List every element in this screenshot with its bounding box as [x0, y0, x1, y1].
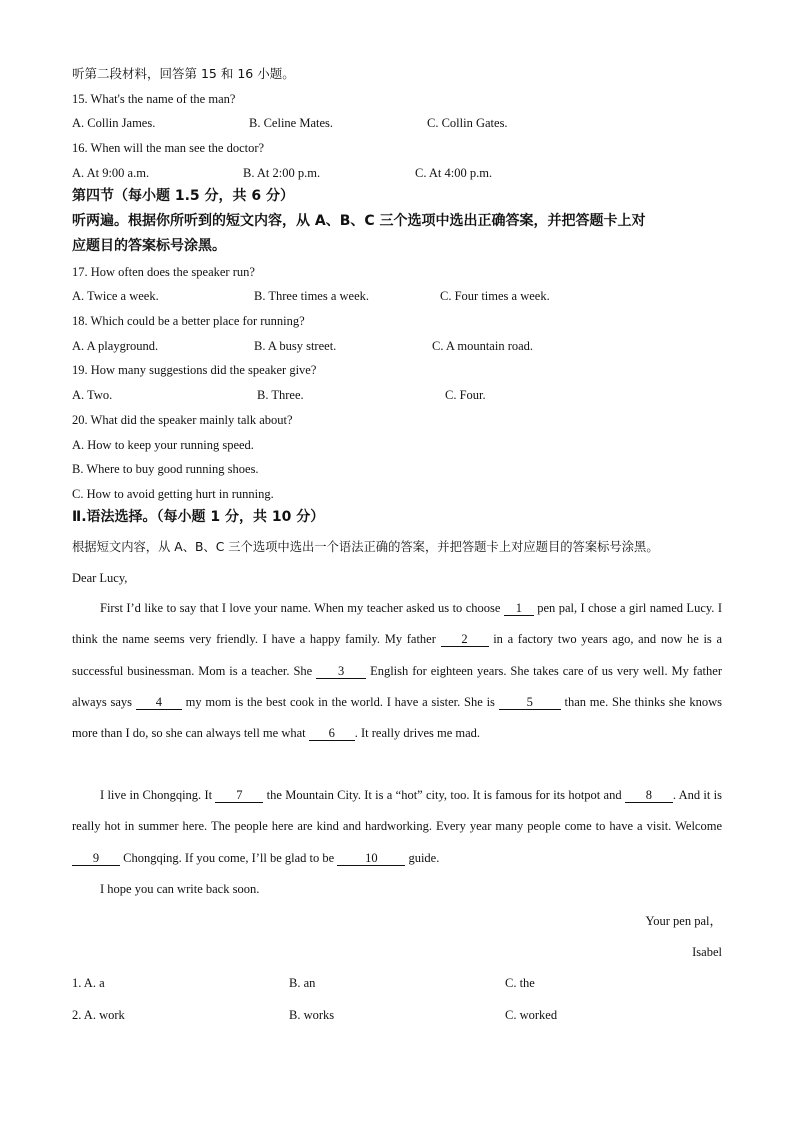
q19-option-a: A. Two. [72, 388, 113, 402]
question-19-stem: 19. How many suggestions did the speaker give? [72, 363, 317, 377]
grammar-instruction: 根据短文内容，从 A、B、C 三个选项中选出一个语法正确的答案，并把答题卡上对应题目的答案标号涂黑。 [72, 540, 659, 554]
blank-2: 2 [441, 632, 489, 647]
q15-option-a: A. Collin James. [72, 116, 156, 130]
letter-paragraph-2 [72, 780, 722, 874]
grammar-q2-option-c: C. worked [505, 1008, 558, 1022]
part4-instruction-line2: 应题目的答案标号涂黑。 [72, 238, 226, 254]
p2-text: I live in Chongqing. It [100, 788, 216, 802]
q20-option-a: A. How to keep your running speed. [72, 438, 254, 452]
q19-option-c: C. Four. [445, 388, 486, 402]
letter-signature: Isabel [692, 945, 722, 959]
q17-option-b: B. Three times a week. [254, 289, 370, 303]
p1-text: First I’d like to say that I love your name. When my teacher asked us to choose [100, 601, 504, 615]
grammar-section-title: Ⅱ.语法选择。（每小题 1 分，共 10 分） [72, 509, 325, 525]
blank-9: 9 [72, 851, 120, 866]
grammar-q2-option-a: 2. A. work [72, 1008, 125, 1022]
q20-option-b: B. Where to buy good running shoes. [72, 462, 259, 476]
p2-text: guide. [405, 850, 440, 865]
part4-title: 第四节（每小题 1.5 分，共 6 分） [72, 188, 295, 204]
q18-option-a: A. A playground. [72, 339, 159, 353]
q16-option-b: B. At 2:00 p.m. [243, 166, 321, 180]
blank-7: 7 [215, 788, 263, 803]
blank-3: 3 [316, 664, 366, 679]
letter-closing: Your pen pal， [645, 914, 722, 928]
p1-text: . It really drives me mad. [354, 726, 481, 741]
grammar-q1-option-b: B. an [289, 976, 316, 990]
letter-paragraph-1 [72, 593, 722, 749]
blank-10: 10 [337, 851, 405, 866]
p1-text: in a factory two years ago, and now he is a successful businessman. Mom is a teacher. She [72, 632, 723, 678]
letter-greeting: Dear Lucy, [72, 571, 128, 585]
q17-option-a: A. Twice a week. [72, 289, 159, 303]
section-intro: 听第二段材料，回答第 15 和 16 小题。 [72, 66, 295, 81]
q18-option-b: B. A busy street. [254, 339, 337, 353]
p1-text: English for eighteen years. She takes care of us very well. My father always says [72, 663, 722, 709]
letter-paragraph-3: I hope you can write back soon. [100, 882, 260, 896]
q18-option-c: C. A mountain road. [432, 339, 534, 353]
q20-option-c: C. How to avoid getting hurt in running. [72, 487, 274, 501]
question-18-stem: 18. Which could be a better place for running? [72, 314, 305, 328]
grammar-q2-option-b: B. works [289, 1008, 335, 1022]
question-20-stem: 20. What did the speaker mainly talk about? [72, 413, 293, 427]
p1-text: than me. She thinks she knows more than I do, so she can always tell me what [72, 694, 722, 741]
grammar-q1-option-a: 1. A. a [72, 976, 105, 990]
p1-text: my mom is the best cook in the world. I have a sister. She is [181, 694, 499, 709]
question-15-stem: 15. What's the name of the man? [72, 92, 236, 106]
blank-6: 6 [309, 726, 355, 741]
question-17-stem: 17. How often does the speaker run? [72, 265, 255, 279]
blank-4: 4 [136, 695, 182, 710]
q17-option-c: C. Four times a week. [440, 289, 550, 303]
q15-option-c: C. Collin Gates. [427, 116, 508, 130]
part4-instruction-line1: 听两遍。根据你所听到的短文内容，从 A、B、C 三个选项中选出正确答案，并把答题卡上对 [72, 213, 646, 229]
grammar-q1-option-c: C. the [505, 976, 535, 990]
p2-text: . And it is really hot in summer here. The people here are kind and hardworking. Every year many people come to have a visit. Welcome [72, 788, 722, 834]
blank-5: 5 [499, 695, 561, 710]
q16-option-a: A. At 9:00 a.m. [72, 166, 150, 180]
p1-text: pen pal, I chose a girl named Lucy. I think the name seems very friendly. I have a happy family. My father [72, 601, 723, 647]
q16-option-c: C. At 4:00 p.m. [415, 166, 493, 180]
q19-option-b: B. Three. [257, 388, 304, 402]
p2-text: Chongqing. If you come, I’ll be glad to be [120, 850, 338, 865]
p2-text: the Mountain City. It is a “hot” city, too. It is famous for its hotpot and [263, 788, 625, 802]
question-16-stem: 16. When will the man see the doctor? [72, 141, 265, 155]
blank-1: 1 [504, 601, 534, 616]
blank-8: 8 [625, 788, 673, 803]
q15-option-b: B. Celine Mates. [249, 116, 334, 130]
